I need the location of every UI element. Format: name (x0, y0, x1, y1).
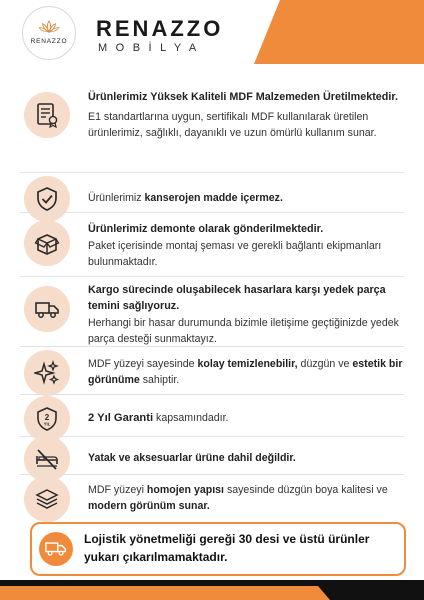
text-part: MDF yüzeyi (88, 484, 147, 496)
feature-text (88, 282, 406, 347)
shield-check-icon (24, 176, 70, 222)
text-bold: 2 Yıl Garanti (88, 412, 154, 424)
text-part: MDF yüzeyi sayesinde (88, 358, 198, 370)
text-bold: homojen yapısı (146, 484, 224, 496)
feature-title: Ürünlerimiz Yüksek Kaliteli MDF Malzemeden Üretilmektedir. (88, 91, 399, 103)
feature-row-warranty (24, 398, 404, 438)
divider (20, 276, 404, 277)
feature-text (88, 410, 406, 426)
text-bold: Yatak ve aksesuarlar ürüne dahil değildir. (88, 452, 296, 464)
badge-number: 2 (44, 413, 50, 422)
feature-text (88, 356, 406, 388)
feature-text (88, 450, 406, 466)
layers-icon (24, 476, 70, 522)
brand-subtitle: MOBİLYA (98, 42, 205, 54)
logistics-notice-text: Lojistik yönetmeliği gereği 30 desi ve üstü ürünler yukarı çıkarılmamaktadır. (84, 532, 370, 564)
package-box-icon (24, 220, 70, 266)
feature-row-homogeneous (24, 478, 404, 518)
text-bold: modern görünüm sunar. (88, 500, 210, 512)
text-part: sayesinde düzgün boya kalitesi ve (224, 484, 388, 496)
feature-desc: Paket içerisinde montaj şeması ve gerekli bağlantı ekipmanları bulunmaktadır. (88, 240, 382, 268)
feature-text (88, 88, 406, 141)
feature-row-easy-clean (24, 350, 404, 394)
feature-text-bold: kanserojen madde içermez. (144, 192, 283, 204)
brand-logo (22, 6, 76, 60)
divider (20, 212, 404, 213)
feature-text (88, 482, 406, 514)
delivery-truck-icon (24, 286, 70, 332)
feature-row-spare-parts (24, 280, 404, 348)
text-part: düzgün ve (297, 358, 353, 370)
feature-desc: E1 standartlarına uygun, sertifikalı MDF kullanılarak üretilen ürünlerimiz, sağlıklı, dayanıklı ve uzun ömürlü kullanım sunar. (88, 111, 377, 139)
footer-orange-stripe (0, 580, 424, 600)
feature-row-knockdown (24, 218, 404, 276)
text-part: kapsamındadır. (153, 412, 229, 424)
truck-icon (39, 532, 73, 566)
divider (20, 172, 404, 173)
divider (20, 474, 404, 475)
document-certificate-icon (24, 92, 70, 138)
logistics-notice-banner (30, 522, 406, 576)
sparkles-icon (24, 350, 70, 396)
divider (20, 436, 404, 437)
header-orange-band (254, 0, 424, 64)
divider (20, 394, 404, 395)
logo-text: RENAZZO (30, 37, 68, 45)
text-part: sahiptir. (139, 374, 180, 386)
badge-text: YIL (43, 421, 51, 427)
feature-row-mdf-quality (24, 88, 404, 168)
feature-desc: Herhangi bir hasar durumunda bizimle iletişime geçtiğinizde yedek parça desteği sunmaktayız. (88, 317, 399, 345)
brand-name: RENAZZO (96, 16, 224, 41)
feature-title: Kargo sürecinde oluşabilecek hasarlara karşı yedek parça temini sağlıyoruz. (88, 284, 386, 312)
divider (20, 346, 404, 347)
feature-text-normal: Ürünlerimiz (88, 192, 145, 204)
text-bold: estetik bir görünüme (88, 358, 403, 386)
feature-text (88, 221, 406, 270)
feature-text (88, 190, 406, 206)
header (0, 0, 424, 80)
feature-row-non-carcinogenic (24, 176, 404, 222)
text-bold: kolay temizlenebilir, (197, 358, 298, 370)
feature-title: Ürünlerimiz demonte olarak gönderilmektedir. (88, 223, 324, 235)
footer-band (0, 580, 424, 600)
lotus-icon (38, 18, 60, 36)
